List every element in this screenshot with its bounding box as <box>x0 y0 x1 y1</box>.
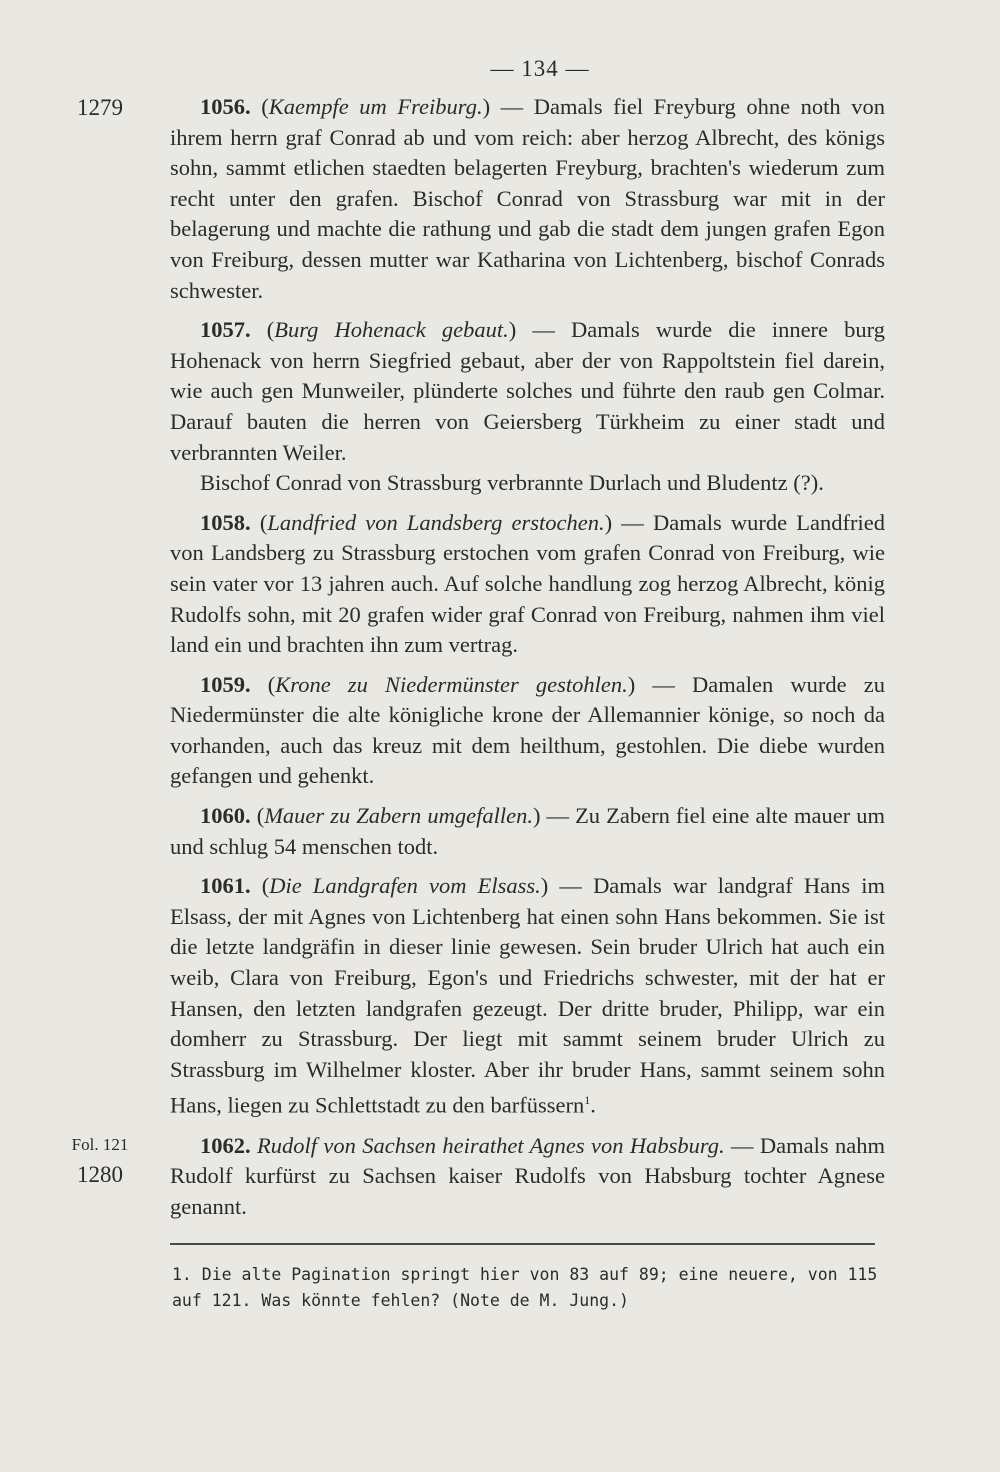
footnote: 1. Die alte Pagination springt hier von 83 auf 89; eine neuere, von 115 auf 121. Was könnte fehlen? (Note de M. Jung.) <box>172 1265 878 1310</box>
entry-number: 1059. <box>200 671 251 697</box>
entry-title: Rudolf von Sachsen heirathet Agnes von Habsburg. <box>257 1132 725 1158</box>
entry-text: — Damals fiel Freyburg ohne noth von ihrem herrn graf Conrad ab und vom reich: aber herzog Albrecht, des königs sohn, sammt etlichen staedten belagerten Freyburg, brachten's wiederum zum recht unter den grafen. Bischof Conrad von Strassburg war mit in der belagerung und machte die rathung und gab die stadt dem jungen grafen Egon von Freiburg, dessen mutter war Katharina von Lichtenberg, bischof Conrads schwester. <box>170 94 886 303</box>
entry-1062 <box>170 1131 885 1223</box>
entry-extra-paragraph: Bischof Conrad von Strassburg verbrannte Durlach und Bludentz (?). <box>200 470 824 496</box>
entry-title: Krone zu Niedermünster gestohlen. <box>275 671 628 697</box>
margin-folio: Fol. 121 <box>71 1135 129 1154</box>
entry-1058 <box>170 508 885 661</box>
entry-1060 <box>170 801 885 862</box>
entry-1056 <box>170 92 885 306</box>
entry-1057 <box>170 315 885 499</box>
entry-text: — Damals nahm Rudolf kurfürst zu Sachsen kaiser Rudolfs von Habsburg tochter Agnese genannt. <box>170 1132 886 1219</box>
entry-text: — Damals wurde Landfried von Landsberg zu Strassburg erstochen vom grafen Conrad von Freiburg, wie sein vater vor 13 jahren auch. Auf solche handlung zog herzog Albrecht, könig Rudolfs sohn, mit 20 grafen wider graf Conrad von Freiburg, nahmen ihm viel land ein und brachten ihn zum vertrag. <box>170 509 885 658</box>
entry-paragraph: 1057. (Burg Hohenack gebaut.) — Damals wurde die innere burg Hohenack von herrn Siegfried gebaut, aber der von Rappoltstein fiel darein, wie auch gen Munweiler, plünderte solches und führte den raub gen Colmar. Darauf bauten die herren von Geiersberg Türkheim zu einer stadt und verbrannten Weiler. <box>170 317 885 465</box>
entry-1061 <box>170 871 885 1121</box>
margin-year-1279: 1279 <box>77 95 123 120</box>
entry-number: 1060. <box>200 803 251 829</box>
entry-title: Burg Hohenack gebaut. <box>274 317 509 343</box>
main-text <box>170 92 885 1231</box>
entry-title: Mauer zu Zabern umgefallen. <box>264 803 533 829</box>
entry-1059 <box>170 670 885 792</box>
entry-number: 1056. <box>200 94 251 119</box>
entry-paragraph <box>170 1131 885 1223</box>
entry-number: 1058. <box>200 509 251 535</box>
entry-text: — Zu Zabern fiel eine alte mauer um und schlug 54 menschen todt. <box>170 803 885 859</box>
footnote-reference[interactable]: 1 <box>584 1093 591 1108</box>
entry-paragraph: 1061. (Die Landgrafen vom Elsass.) — Damals war landgraf Hans im Elsass, der mit Agnes von Lichtenberg hat einen sohn Hans bekommen. Sie ist die letzte landgräfin in dieser linie gewesen. Sein bruder Ulrich hat auch ein weib, Clara von Freiburg, Egon's und Friedrichs schwester, mit der hat er Hansen, den letzten landgrafen gezeugt. Der dritte bruder, Philipp, war ein domherr zu Strassburg. Der liegt mit sammt seinem bruder Ulrich zu Strassburg im Wilhelmer kloster. Aber ihr bruder Hans, sammt seinem sohn Hans, liegen zu Schlettstadt zu den barfüssern$^1$. <box>170 873 886 1118</box>
footnote-divider <box>170 1243 875 1245</box>
entry-title: Landfried von Landsberg erstochen. <box>267 509 605 535</box>
entry-paragraph: 1056. (Kaempfe um Freiburg.) — Damals fiel Freyburg ohne noth von ihrem herrn graf Conrad ab und vom reich: aber herzog Albrecht, des königs sohn, sammt etlichen staedten belagerten Freyburg, brachten's wiederum zum recht unter den grafen. Bischof Conrad von Strassburg war mit in der belagerung und machte die rathung und gab die stadt dem jungen grafen Egon von Freiburg, dessen mutter war Katharina von Lichtenberg, bischof Conrads schwester. <box>170 94 886 303</box>
entry-text: — Damals war landgraf Hans im Elsass, der mit Agnes von Lichtenberg hat einen sohn Hans bekommen. Sie ist die letzte landgräfin in dieser linie gewesen. Sein bruder Ulrich hat auch ein weib, Clara von Freiburg, Egon's und Friedrichs schwester, mit der hat er Hansen, den letzten landgrafen gezeugt. Der dritte bruder, Philipp, war ein domherr zu Strassburg. Der liegt mit sammt seinem bruder Ulrich zu Strassburg im Wilhelmer kloster. Aber ihr bruder Hans, sammt seinem sohn Hans, liegen zu Schlettstadt zu den barfüssern <box>170 873 886 1118</box>
entry-paragraph: 1058. (Landfried von Landsberg erstochen.) — Damals wurde Landfried von Landsberg zu Strassburg erstochen vom grafen Conrad von Freiburg, wie sein vater vor 13 jahren auch. Auf solche handlung zog herzog Albrecht, könig Rudolfs sohn, mit 20 grafen wider graf Conrad von Freiburg, nahmen ihm viel land ein und brachten ihn zum vertrag. <box>170 509 885 658</box>
entry-number: 1062. <box>200 1132 251 1158</box>
entry-number: 1061. <box>200 873 251 899</box>
margin-year-1280: 1280 <box>77 1162 123 1187</box>
entry-text: — Damalen wurde zu Niedermünster die alte königliche krone der Allemannier könige, so noch da vorhanden, auch das kreuz mit dem heilthum, gestohlen. Die diebe wurden gefangen und gehenkt. <box>170 671 886 789</box>
page-number: — 134 — <box>490 56 590 81</box>
entry-text: — Damals wurde die innere burg Hohenack von herrn Siegfried gebaut, aber der von Rappoltstein fiel darein, wie auch gen Munweiler, plünderte solches und führte den raub gen Colmar. Darauf bauten die herren von Geiersberg Türkheim zu einer stadt und verbrannten Weiler. <box>170 317 885 465</box>
entry-paragraph: 1059. (Krone zu Niedermünster gestohlen.) — Damalen wurde zu Niedermünster die alte königliche krone der Allemannier könige, so noch da vorhanden, auch das kreuz mit dem heilthum, gestohlen. Die diebe wurden gefangen und gehenkt. <box>170 671 886 789</box>
entry-paragraph: 1060. (Mauer zu Zabern umgefallen.) — Zu Zabern fiel eine alte mauer um und schlug 54 menschen todt. <box>170 803 885 859</box>
entry-number: 1057. <box>200 317 251 343</box>
entry-title: Kaempfe um Freiburg. <box>268 94 483 119</box>
entry-title: Die Landgrafen vom Elsass. <box>269 873 541 899</box>
